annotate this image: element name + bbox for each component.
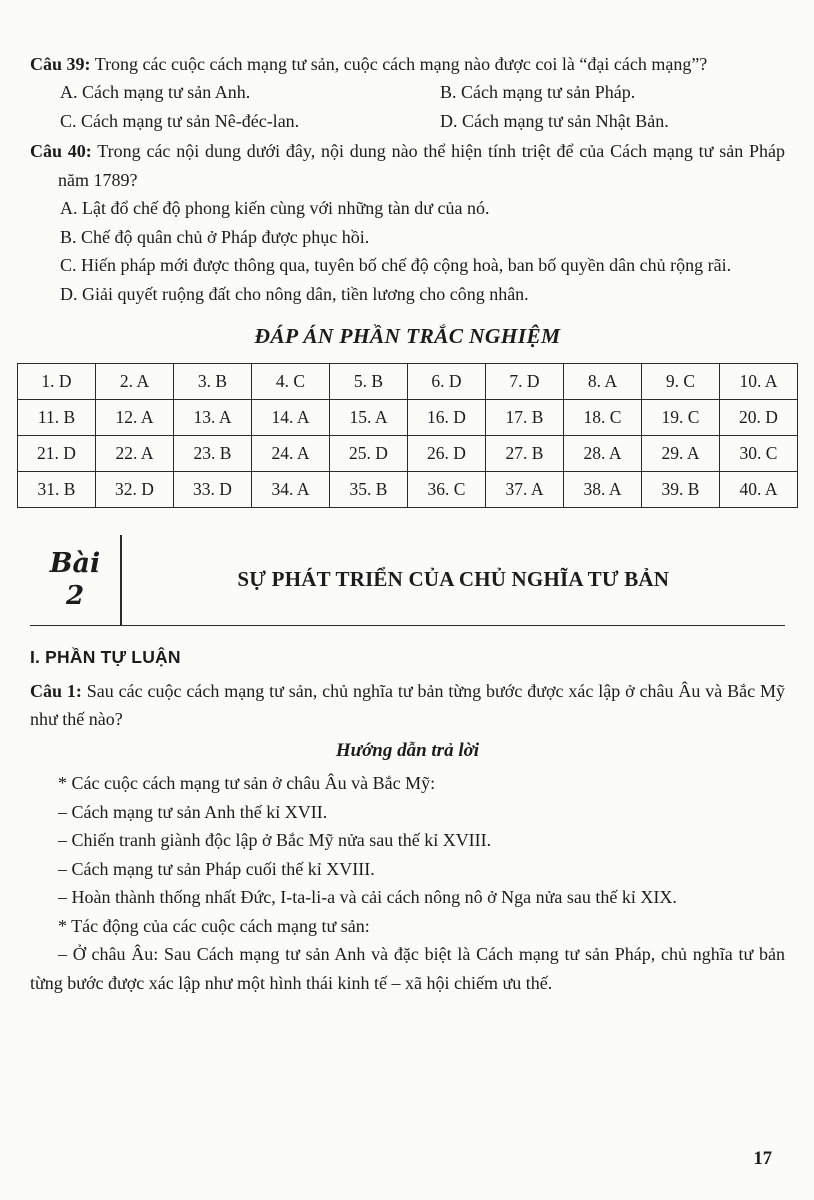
lesson-badge-word: Bài [49,548,101,580]
question-39-option-a: A. Cách mạng tư sản Anh. [60,82,251,103]
essay-question-1 [30,677,785,734]
answer-cell: 5. B [330,363,408,399]
answer-key-row [18,435,798,471]
essay-paragraph: * Tác động của các cuộc cách mạng tư sản: [58,915,370,936]
answer-cell: 18. C [564,399,642,435]
answer-cell: 40. A [720,471,798,507]
answer-cell: 11. B [18,399,96,435]
answer-cell: 24. A [252,435,330,471]
answer-cell: 3. B [174,363,252,399]
answer-guide-heading: Hướng dẫn trả lời [335,740,480,762]
question-39-option-c: C. Cách mạng tư sản Nê-đéc-lan. [60,110,300,131]
answer-cell: 32. D [96,471,174,507]
answer-cell: 16. D [408,399,486,435]
answer-cell: 6. D [408,363,486,399]
question-40-text [30,137,785,194]
answer-cell: 35. B [330,471,408,507]
answer-cell: 10. A [720,363,798,399]
essay-paragraph: – Chiến tranh giành độc lập ở Bắc Mỹ nửa sau thế kỉ XVIII. [58,830,492,851]
answer-key-title: ĐÁP ÁN PHẦN TRẮC NGHIỆM [254,323,561,348]
answer-cell: 37. A [486,471,564,507]
essay-paragraph: – Cách mạng tư sản Anh thế kỉ XVII. [58,801,328,822]
answer-cell: 8. A [564,363,642,399]
question-40-option-c: C. Hiến pháp mới được thông qua, tuyên bố chế độ cộng hoà, ban bố quyền dân chủ rộng rãi. [60,255,732,276]
question-40-option-d: D. Giải quyết ruộng đất cho nông dân, tiền lương cho công nhân. [60,283,529,304]
question-40-body: Trong các nội dung dưới đây, nội dung nào thể hiện tính triệt để của Cách mạng tư sản Pháp năm 1789? [58,141,785,190]
answer-cell: 30. C [720,435,798,471]
lesson-header [30,535,785,626]
lesson-title: SỰ PHÁT TRIỂN CỦA CHỦ NGHĨA TƯ BẢN [237,567,670,592]
answer-cell: 4. C [252,363,330,399]
question-40-options [60,194,785,308]
question-39-options [60,78,785,135]
question-39 [30,50,785,135]
answer-cell: 13. A [174,399,252,435]
answer-key-row [18,471,798,507]
answer-cell: 26. D [408,435,486,471]
question-40-label: Câu 40: [30,141,92,162]
essay-question-1-label: Câu 1: [30,680,82,701]
question-39-option-b: B. Cách mạng tư sản Pháp. [440,82,636,103]
answer-cell: 17. B [486,399,564,435]
question-40-option-a: A. Lật đổ chế độ phong kiến cùng với những tàn dư của nó. [60,198,490,219]
answer-cell: 2. A [96,363,174,399]
lesson-badge [30,535,120,625]
question-40 [30,137,785,308]
answer-cell: 25. D [330,435,408,471]
essay-question-1-body: Sau các cuộc cách mạng tư sản, chủ nghĩa tư bản từng bước được xác lập ở châu Âu và Bắc Mỹ như thế nào? [30,680,785,729]
essay-paragraph: * Các cuộc cách mạng tư sản ở châu Âu và Bắc Mỹ: [58,773,436,794]
answer-key-row [18,363,798,399]
answer-cell: 29. A [642,435,720,471]
answer-cell: 21. D [18,435,96,471]
question-40-option-b: B. Chế độ quân chủ ở Pháp được phục hồi. [60,226,370,247]
answer-cell: 27. B [486,435,564,471]
essay-paragraph: – Hoàn thành thống nhất Đức, I-ta-li-a và cải cách nông nô ở Nga nửa sau thế kỉ XIX. [58,887,677,908]
answer-cell: 9. C [642,363,720,399]
answer-cell: 7. D [486,363,564,399]
answer-key-table [17,363,798,508]
answer-cell: 23. B [174,435,252,471]
question-39-option-d: D. Cách mạng tư sản Nhật Bản. [440,110,669,131]
answer-cell: 36. C [408,471,486,507]
answer-cell: 28. A [564,435,642,471]
essay-paragraph: – Ở châu Âu: Sau Cách mạng tư sản Anh và đặc biệt là Cách mạng tư sản Pháp, chủ nghĩa tư bản từng bước được xác lập như một hình thái kinh tế – xã hội chiếm ưu thế. [30,944,785,993]
question-39-text [30,50,785,78]
answer-cell: 38. A [564,471,642,507]
question-39-body: Trong các cuộc cách mạng tư sản, cuộc cách mạng nào được coi là “đại cách mạng”? [94,54,708,74]
answer-cell: 39. B [642,471,720,507]
answer-cell: 14. A [252,399,330,435]
answer-cell: 1. D [18,363,96,399]
answer-cell: 19. C [642,399,720,435]
essay-section-heading: I. PHẦN TỰ LUẬN [30,646,181,667]
answer-cell: 31. B [18,471,96,507]
page-number: 17 [753,1148,772,1169]
answer-cell: 34. A [252,471,330,507]
essay-paragraph: – Cách mạng tư sản Pháp cuối thế kỉ XVIII. [58,858,375,879]
answer-cell: 15. A [330,399,408,435]
answer-cell: 22. A [96,435,174,471]
lesson-badge-number: 2 [65,580,85,611]
answer-cell: 33. D [174,471,252,507]
question-39-label: Câu 39: [30,54,91,74]
answer-cell: 12. A [96,399,174,435]
answer-key-row [18,399,798,435]
answer-cell: 20. D [720,399,798,435]
